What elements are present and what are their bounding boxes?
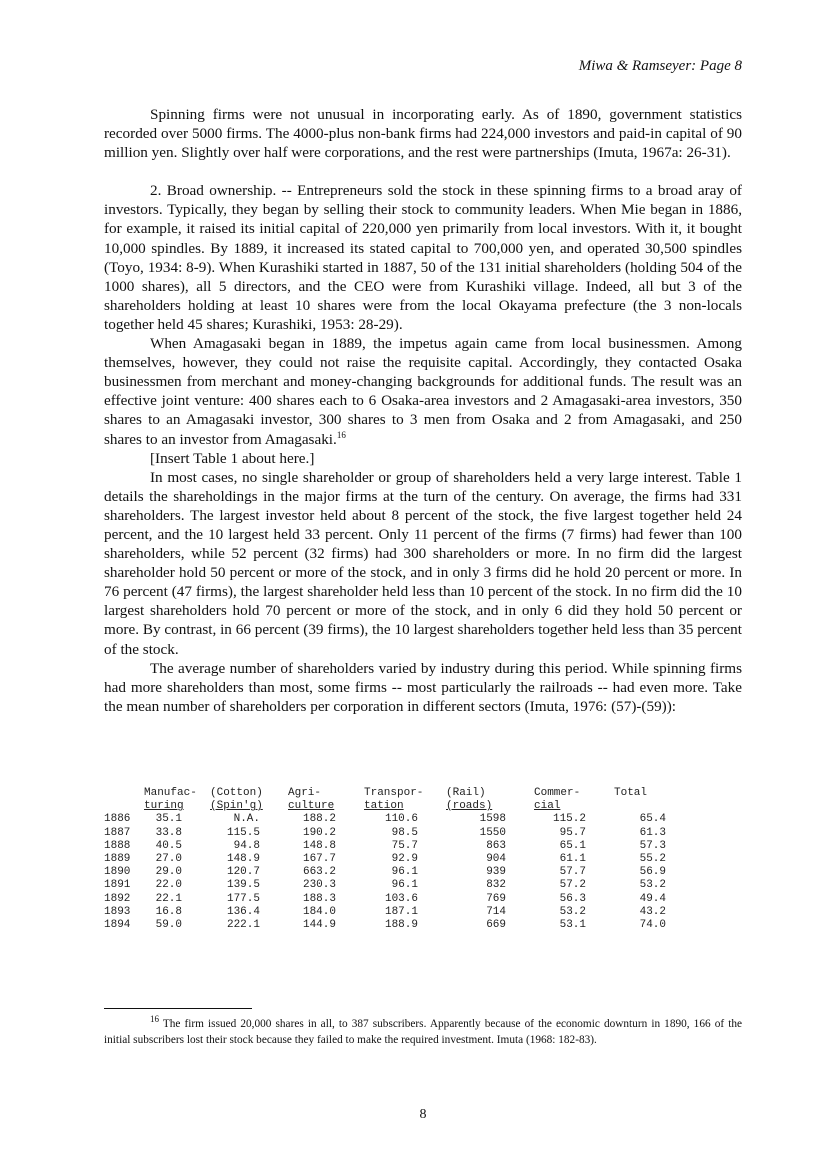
running-head: Miwa & Ramseyer: Page 8 [578,58,742,74]
table-header-cell: (roads) [446,800,493,813]
paragraph [104,334,742,449]
footnote [104,1014,742,1048]
table-cell: 27.0 [155,852,182,865]
table-cell: 663.2 [302,866,336,879]
table-cell: 148.8 [302,839,336,852]
body-text [104,105,742,716]
table-cell: 177.5 [226,892,260,905]
paragraph: 2. Broad ownership. -- Entrepreneurs sold the stock in these spinning firms to a broad aray of investors. Typically, they began by selling their stock to community leaders. When Mie began in 1886, for example, it raised its initial capital of 220,000 yen primarily from local investors. With it, it bought 10,000 spindles. By 1889, it increased its stated capital to 700,000 yen, and operated 30,500 spindles (Toyo, 1934: 8-9). When Kurashiki started in 1887, 50 of the 131 initial shareholders (holding 504 of the 1000 shares), all 5 directors, and the CEO were from Kurashiki village. Indeed, all but 3 of the shareholders holding at least 10 shares were from the local Okayama prefecture (the 3 non-locals together held 45 shares; Kurashiki, 1953: 28-29). [104,182,742,333]
table-cell: 65.1 [559,839,586,852]
footnote-divider [104,1008,252,1009]
table-cell: 94.8 [233,839,260,852]
table-cell: 188.3 [302,892,336,905]
table-cell: 74.0 [639,918,666,931]
table-cell: 167.7 [302,852,336,865]
table-cell: 188.2 [302,813,336,826]
table-header-row [104,800,704,813]
table-header-cell: culture [288,800,335,813]
table-year-cell: 1888 [104,839,131,852]
table-cell: 16.8 [155,905,182,918]
table-cell: 56.9 [639,866,666,879]
table-cell: 190.2 [302,826,336,839]
table-cell: 769 [486,892,506,905]
table-header-cell [104,787,144,800]
table-row [104,919,704,932]
table-row [104,866,704,879]
table-cell: 53.1 [559,918,586,931]
table-cell: 148.9 [226,852,260,865]
table-header-cell: Total [614,787,648,799]
table-cell: 939 [486,866,506,879]
table-cell: 98.5 [391,826,418,839]
table-cell: 120.7 [226,866,260,879]
shareholder-table [104,787,704,932]
table-year-cell: 1886 [104,813,131,826]
table-year-cell: 1890 [104,866,131,879]
table-cell: 22.0 [155,879,182,892]
table-header-cell: (Rail) [446,787,486,799]
table-cell: 714 [486,905,506,918]
table-header-cell: tation [364,800,404,813]
table-cell: 1598 [479,813,506,826]
table-row [104,879,704,892]
table-header-cell: turing [144,800,184,813]
table-cell: 40.5 [155,839,182,852]
table-cell: 832 [486,879,506,892]
table-body [104,813,704,932]
table-cell: 22.1 [155,892,182,905]
table-cell: 96.1 [391,866,418,879]
table-cell: 863 [486,839,506,852]
table-cell: 53.2 [639,879,666,892]
table-cell: 188.9 [384,918,418,931]
table-year-cell: 1889 [104,852,131,865]
table-cell: 115.5 [226,826,260,839]
table-row [104,827,704,840]
table-cell: 103.6 [384,892,418,905]
table-header-row [104,787,704,800]
table-cell: 904 [486,852,506,865]
table-cell: 230.3 [302,879,336,892]
table-cell: 43.2 [639,905,666,918]
table-header-cell: cial [534,800,561,813]
table-cell: 184.0 [302,905,336,918]
paragraph-text: When Amagasaki began in 1889, the impetus again came from local businessmen. Among themselves, however, they could not raise the requisite capital. Accordingly, they contacted Osaka businessmen from merchant and money-changing backgrounds for additional funds. The result was an effective joint venture: 400 shares each to 6 Osaka-area investors and 2 Amagasaki-area investors, 350 shares to an Amagasaki investor, 300 shares to 3 men from Osaka and 2 from Amagasaki, and 250 shares to an investor from Amagasaki. [104,335,742,448]
table-cell: 61.1 [559,852,586,865]
table-cell: 57.2 [559,879,586,892]
paragraph: The average number of shareholders varied by industry during this period. While spinning firms had more shareholders than most, some firms -- most particularly the railroads -- had even more. Take the mean number of shareholders per corporation in different sectors (Imuta, 1976: (57)-(59)): [104,659,742,715]
table-row [104,893,704,906]
table-header-cell [104,800,144,813]
table-cell: 187.1 [384,905,418,918]
table-row [104,853,704,866]
page-number: 8 [419,1107,427,1122]
table-header-cell: Commer- [534,787,581,799]
table-header-cell: Manufac- [144,787,197,799]
table-row [104,906,704,919]
table-cell: 92.9 [391,852,418,865]
table-cell: 136.4 [226,905,260,918]
footnote-body: The firm issued 20,000 shares in all, to 387 subscribers. Apparently because of the economic downturn in 1890, 166 of the initial subscribers lost their stock because they failed to make the required investment. Imuta (1968: 182-83). [104,1018,742,1046]
table-cell: 33.8 [155,826,182,839]
table-row [104,813,704,826]
table-cell: 669 [486,918,506,931]
table-header-cell: (Cotton) [210,787,263,799]
table-header-cell [614,800,694,813]
table-cell: 35.1 [155,813,182,826]
footnote-text [104,1014,742,1048]
table-year-cell: 1892 [104,892,131,905]
table-cell: 57.3 [639,839,666,852]
table-cell: 56.3 [559,892,586,905]
table-row [104,840,704,853]
table-year-cell: 1887 [104,826,131,839]
table-cell: 139.5 [226,879,260,892]
table-year-cell: 1893 [104,905,131,918]
footnote-reference: 16 [336,429,346,440]
table-cell: 96.1 [391,879,418,892]
paragraph: Spinning firms were not unusual in incorporating early. As of 1890, government statistics recorded over 5000 firms. The 4000-plus non-bank firms had 224,000 investors and paid-in capital of 90 million yen. Slightly over half were corporations, and the rest were partnerships (Imuta, 1967a: 26-31). [104,106,742,162]
table-year-cell: 1894 [104,918,131,931]
table-header-cell: Agri- [288,787,322,799]
table-cell: 55.2 [639,852,666,865]
table-header-cell: (Spin'g) [210,800,263,813]
table-cell: 95.7 [559,826,586,839]
table-cell: 53.2 [559,905,586,918]
table-cell: 65.4 [639,813,666,826]
table-cell: 59.0 [155,918,182,931]
table-header-cell: Transpor- [364,787,424,799]
table-cell: 49.4 [639,892,666,905]
table-cell: 57.7 [559,866,586,879]
table-year-cell: 1891 [104,879,131,892]
table-cell: 222.1 [226,918,260,931]
paragraph: [Insert Table 1 about here.] [150,449,315,467]
table-cell: N.A. [233,813,260,826]
table-cell: 75.7 [391,839,418,852]
table-cell: 115.2 [552,813,586,826]
table-cell: 144.9 [302,918,336,931]
table-cell: 61.3 [639,826,666,839]
table-cell: 110.6 [384,813,418,826]
table-cell: 29.0 [155,866,182,879]
footnote-marker: 16 [150,1014,159,1025]
paragraph: In most cases, no single shareholder or group of shareholders held a very large interest. Table 1 details the shareholdings in the major firms at the turn of the century. On average, the firms had 331 shareholders. The largest investor held about 8 percent of the stock, the five largest together held 24 percent, and the 10 largest held 33 percent. Only 11 percent of the firms (7 firms) had fewer than 100 shareholders, while 52 percent (32 firms) had 300 shareholders or more. In no firm did the largest shareholder hold 50 percent or more of the stock, and in only 3 firms did he hold 20 percent or more. In 76 percent (47 firms), the largest shareholder held less than 10 percent of the stock. In no firm did the 10 largest shareholders hold 70 percent or more of the stock, and in only 6 did they hold 50 percent or more. By contrast, in 66 percent (39 firms), the 10 largest shareholders together held less than 35 percent of the stock. [104,468,742,658]
table-cell: 1550 [479,826,506,839]
